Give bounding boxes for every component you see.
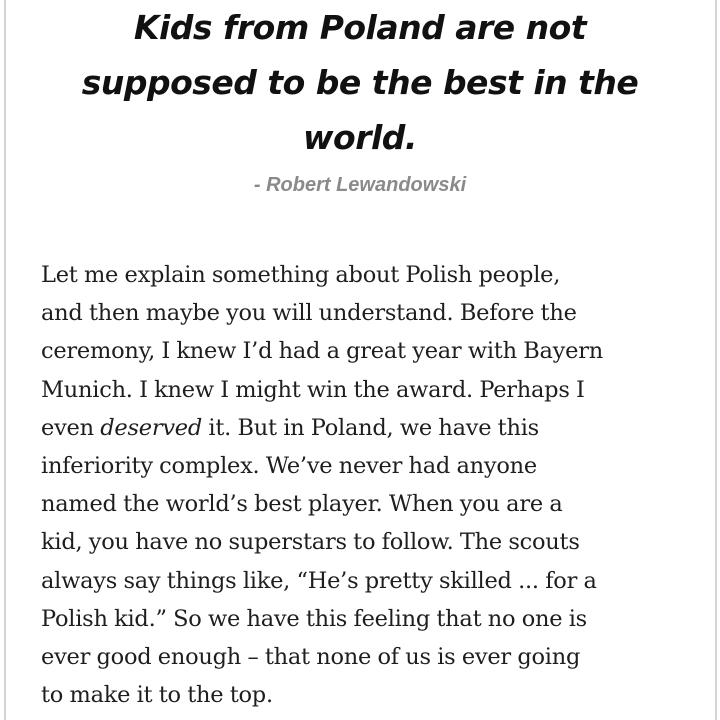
article-body xyxy=(41,256,701,714)
body-text-fragment: even xyxy=(41,414,101,441)
headline-line: supposed to be the best in the xyxy=(81,63,639,102)
body-line xyxy=(41,409,701,447)
body-text-fragment: it. But in Poland, we have this xyxy=(202,414,539,441)
body-line: kid, you have no superstars to follow. The scouts xyxy=(41,529,580,556)
quote-attribution: - Robert Lewandowski xyxy=(253,174,467,196)
left-border xyxy=(4,0,6,720)
body-line: Polish kid.” So we have this feeling that no one is xyxy=(41,605,587,632)
body-line: Let me explain something about Polish people, xyxy=(41,262,561,288)
emphasized-word: deserved xyxy=(100,414,203,441)
headline-line: world. xyxy=(303,118,417,157)
body-line: named the world’s best player. When you are a xyxy=(41,491,563,518)
body-line: to make it to the top. xyxy=(41,682,273,709)
body-line: and then maybe you will understand. Before the xyxy=(41,300,577,327)
body-line: ceremony, I knew I’d had a great year with Bayern xyxy=(41,338,603,365)
headline-line: Kids from Poland are not xyxy=(133,8,587,47)
body-line: inferiority complex. We’ve never had anyone xyxy=(41,453,537,480)
body-line: Munich. I knew I might win the award. Perhaps I xyxy=(41,376,585,403)
body-line: ever good enough – that none of us is ever going xyxy=(41,644,581,671)
right-border xyxy=(715,0,717,720)
body-line: always say things like, “He’s pretty skilled ... for a xyxy=(41,567,597,594)
pull-quote-headline xyxy=(40,0,680,165)
